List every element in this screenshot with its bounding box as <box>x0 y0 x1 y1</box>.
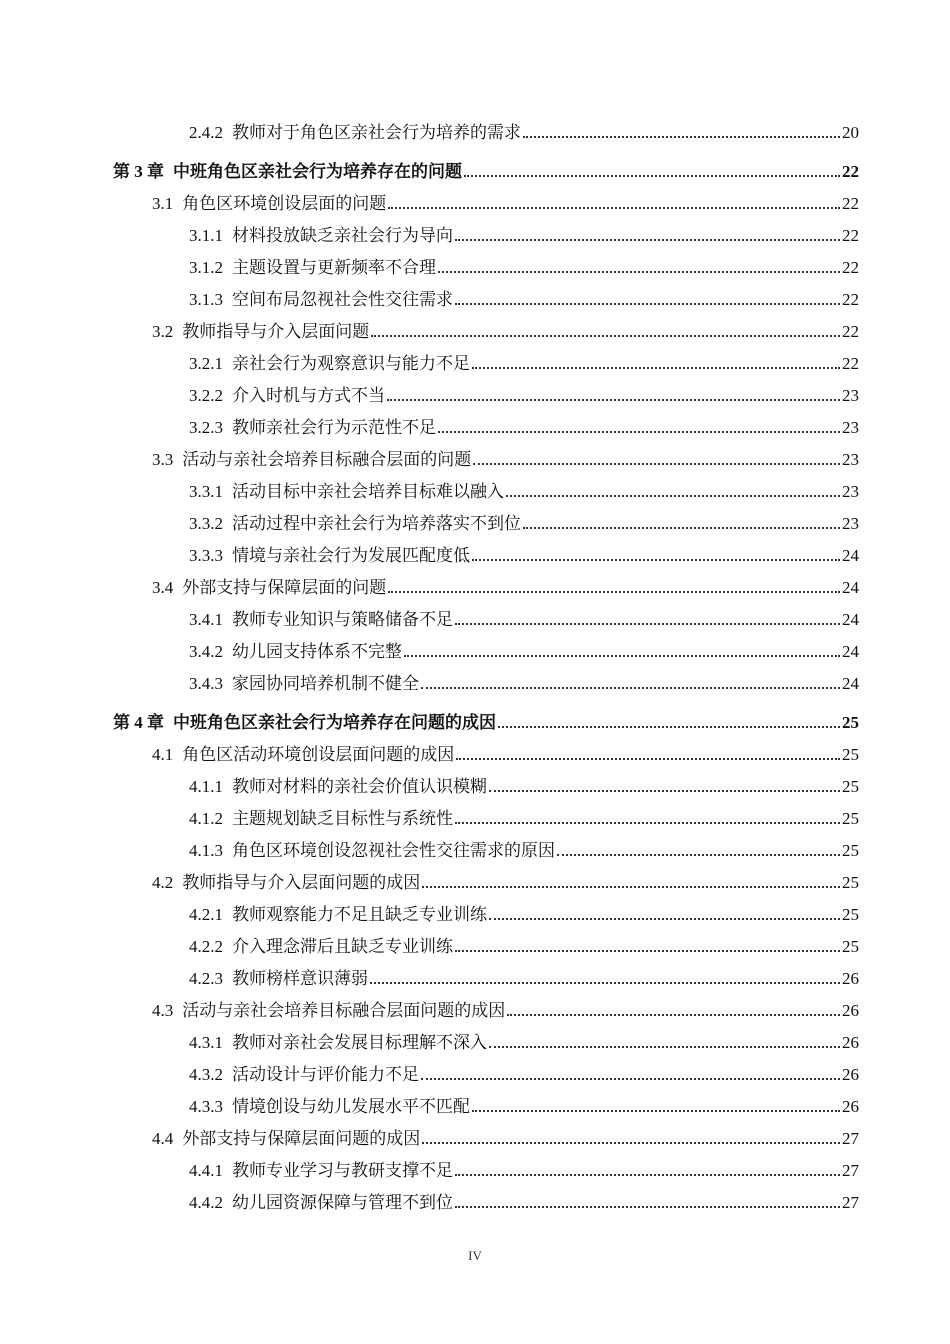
dot-leader <box>455 303 840 305</box>
toc-entry-title: 主题规划缺乏目标性与系统性 <box>232 809 453 828</box>
toc-entry-page: 23 <box>842 418 859 437</box>
toc-chapter-entry[interactable] <box>0 154 950 186</box>
page-number: IV <box>468 1248 482 1263</box>
toc-entry-title: 中班角色区亲社会行为培养存在的问题 <box>173 162 462 181</box>
dot-leader <box>455 1206 840 1208</box>
toc-entry-page: 22 <box>842 226 859 245</box>
toc-entry-title: 教师专业知识与策略储备不足 <box>232 610 453 629</box>
dot-leader <box>455 623 840 625</box>
dot-leader <box>388 591 840 593</box>
toc-entry-number: 3.3 <box>152 450 174 469</box>
toc-entry-title: 主题设置与更新频率不合理 <box>232 258 436 277</box>
toc-entry-page: 25 <box>842 873 859 892</box>
toc-subsection-entry[interactable] <box>0 769 950 801</box>
toc-entry-text <box>152 322 369 346</box>
toc-entry-number: 4.1.1 <box>189 777 223 796</box>
toc-entry-text <box>189 354 470 378</box>
dot-leader <box>473 463 840 465</box>
dot-leader <box>523 136 840 138</box>
toc-subsection-entry[interactable] <box>0 897 950 929</box>
toc-entry-number: 3.2.1 <box>189 354 223 373</box>
toc-entry-page: 25 <box>842 905 859 924</box>
toc-entry-title: 幼儿园支持体系不完整 <box>232 642 402 661</box>
toc-entry-title: 角色区活动环境创设层面问题的成因 <box>182 745 455 764</box>
toc-entry-page: 25 <box>842 745 859 764</box>
toc-entry-text <box>189 482 504 506</box>
toc-entry-number: 3.2.2 <box>189 386 223 405</box>
toc-entry-text <box>189 905 487 929</box>
toc-entry-page: 25 <box>842 841 859 860</box>
dot-leader <box>472 367 840 369</box>
toc-subsection-entry[interactable] <box>0 282 950 314</box>
toc-entry-page: 22 <box>842 194 859 213</box>
toc-entry-text <box>152 578 386 602</box>
toc-entry-number: 4.3.1 <box>189 1033 223 1052</box>
toc-entry-page: 24 <box>842 546 859 565</box>
toc-entry-page: 27 <box>842 1193 859 1212</box>
toc-entry-page: 20 <box>842 123 859 142</box>
dot-leader <box>421 1078 840 1080</box>
dot-leader <box>438 271 840 273</box>
toc-entry-page: 25 <box>842 777 859 796</box>
toc-entry-title: 教师亲社会行为示范性不足 <box>232 418 436 437</box>
dot-leader <box>438 431 840 433</box>
toc-section-entry[interactable] <box>0 993 950 1025</box>
toc-entry-title: 介入理念滞后且缺乏专业训练 <box>232 937 453 956</box>
toc-entry-number: 3.2.3 <box>189 418 223 437</box>
toc-entry-text <box>189 258 436 282</box>
toc-entry-page: 23 <box>842 514 859 533</box>
toc-entry-number: 3.3.1 <box>189 482 223 501</box>
toc-entry-text <box>113 713 496 737</box>
dot-leader <box>489 790 840 792</box>
toc-entry-text <box>189 1033 487 1057</box>
toc-entry-number: 4.1.3 <box>189 841 223 860</box>
toc-entry-title: 外部支持与保障层面问题的成因 <box>182 1129 421 1148</box>
toc-subsection-entry[interactable] <box>0 250 950 282</box>
toc-entry-number: 4.2.3 <box>189 969 223 988</box>
toc-entry-title: 教师对材料的亲社会价值认识模糊 <box>232 777 487 796</box>
toc-entry-number: 4.4 <box>152 1129 174 1148</box>
toc-subsection-entry[interactable] <box>0 634 950 666</box>
toc-subsection-entry[interactable] <box>0 346 950 378</box>
dot-leader <box>472 1110 840 1112</box>
dot-leader <box>489 918 840 920</box>
toc-entry-title: 教师榜样意识薄弱 <box>232 969 368 988</box>
toc-section-entry[interactable] <box>0 442 950 474</box>
toc-entry-number: 3.3.2 <box>189 514 223 533</box>
toc-entry-text <box>152 194 386 218</box>
toc-entry-text <box>189 610 453 634</box>
toc-entry-text <box>189 290 453 314</box>
toc-entry-number: 3.1.1 <box>189 226 223 245</box>
toc-subsection-entry[interactable] <box>0 1089 950 1121</box>
toc-entry-text <box>189 1193 453 1217</box>
toc-entry-number: 4.3.2 <box>189 1065 223 1084</box>
dot-leader <box>489 1046 840 1048</box>
toc-entry-number: 3.4.2 <box>189 642 223 661</box>
dot-leader <box>422 886 840 888</box>
toc-subsection-entry[interactable] <box>0 506 950 538</box>
toc-entry-number: 4.1.2 <box>189 809 223 828</box>
toc-entry-title: 外部支持与保障层面的问题 <box>182 578 387 597</box>
toc-entry-page: 26 <box>842 1001 859 1020</box>
toc-entry-number: 4.2 <box>152 873 174 892</box>
toc-entry-text <box>189 674 419 698</box>
toc-entry-page: 24 <box>842 610 859 629</box>
toc-section-entry[interactable] <box>0 314 950 346</box>
toc-entry-title: 中班角色区亲社会行为培养存在问题的成因 <box>173 713 496 732</box>
toc-subsection-entry[interactable] <box>0 1057 950 1089</box>
toc-subsection-entry[interactable] <box>0 801 950 833</box>
toc-entry-title: 活动目标中亲社会培养目标难以融入 <box>232 482 504 501</box>
toc-entry-text <box>152 873 420 897</box>
toc-entry-page: 23 <box>842 450 859 469</box>
toc-entry-number: 3.1.2 <box>189 258 223 277</box>
toc-entry-text <box>189 226 453 250</box>
toc-entry-page: 27 <box>842 1161 859 1180</box>
toc-entry-number: 3.4.3 <box>189 674 223 693</box>
toc-section-entry[interactable] <box>0 1121 950 1153</box>
toc-section-entry[interactable] <box>0 737 950 769</box>
table-of-contents <box>0 115 950 1217</box>
toc-entry-page: 26 <box>842 969 859 988</box>
toc-entry-page: 26 <box>842 1065 859 1084</box>
toc-entry-text <box>189 642 402 666</box>
toc-subsection-entry[interactable] <box>0 1153 950 1185</box>
toc-entry-page: 22 <box>842 290 859 309</box>
toc-entry-text <box>152 745 454 769</box>
toc-entry-page: 25 <box>842 713 859 732</box>
toc-entry-number: 3.3.3 <box>189 546 223 565</box>
dot-leader <box>506 495 840 497</box>
toc-section-entry[interactable] <box>0 186 950 218</box>
toc-entry-number: 3.1 <box>152 194 174 213</box>
toc-entry-text <box>189 514 521 538</box>
toc-entry-page: 25 <box>842 937 859 956</box>
dot-leader <box>507 1014 840 1016</box>
toc-entry-title: 介入时机与方式不当 <box>232 386 385 405</box>
dot-leader <box>456 758 840 760</box>
dot-leader <box>455 822 840 824</box>
toc-subsection-entry[interactable] <box>0 1185 950 1217</box>
toc-entry-title: 活动设计与评价能力不足 <box>232 1065 419 1084</box>
toc-entry-title: 角色区环境创设忽视社会性交往需求的原因 <box>232 841 555 860</box>
toc-entry-text <box>189 1065 419 1089</box>
toc-entry-text <box>113 162 462 186</box>
toc-entry-text <box>152 1001 505 1025</box>
dot-leader <box>523 527 840 529</box>
toc-entry-text <box>189 809 453 833</box>
dot-leader <box>557 854 840 856</box>
toc-entry-text <box>189 386 385 410</box>
toc-entry-number: 第 4 章 <box>113 713 164 732</box>
dot-leader <box>404 655 840 657</box>
toc-entry-page: 22 <box>842 162 859 181</box>
toc-entry-number: 3.4 <box>152 578 174 597</box>
dot-leader <box>498 726 840 728</box>
dot-leader <box>370 982 840 984</box>
toc-entry-number: 4.2.2 <box>189 937 223 956</box>
toc-entry-number: 2.4.2 <box>189 123 223 142</box>
dot-leader <box>472 559 840 561</box>
toc-entry-number: 4.1 <box>152 745 174 764</box>
toc-section-entry[interactable] <box>0 570 950 602</box>
toc-entry-page: 24 <box>842 674 859 693</box>
toc-subsection-entry[interactable] <box>0 666 950 698</box>
toc-entry-title: 情境与亲社会行为发展匹配度低 <box>232 546 470 565</box>
toc-entry-number: 第 3 章 <box>113 162 164 181</box>
toc-entry-page: 27 <box>842 1129 859 1148</box>
toc-subsection-entry[interactable] <box>0 929 950 961</box>
toc-entry-page: 26 <box>842 1097 859 1116</box>
toc-entry-number: 4.3 <box>152 1001 174 1020</box>
toc-entry-title: 教师观察能力不足且缺乏专业训练 <box>232 905 487 924</box>
toc-entry-title: 活动与亲社会培养目标融合层面的问题 <box>182 450 472 469</box>
dot-leader <box>455 950 840 952</box>
toc-entry-title: 家园协同培养机制不健全 <box>232 674 419 693</box>
toc-subsection-entry[interactable] <box>0 538 950 570</box>
toc-subsection-entry[interactable] <box>0 218 950 250</box>
toc-entry-number: 3.4.1 <box>189 610 223 629</box>
toc-subsection-entry[interactable] <box>0 961 950 993</box>
toc-entry-number: 4.3.3 <box>189 1097 223 1116</box>
toc-entry-page: 26 <box>842 1033 859 1052</box>
dot-leader <box>371 335 840 337</box>
dot-leader <box>422 1142 840 1144</box>
toc-entry-title: 教师指导与介入层面问题的成因 <box>182 873 421 892</box>
dot-leader <box>388 207 840 209</box>
dot-leader <box>455 1174 840 1176</box>
toc-chapter-entry[interactable] <box>0 705 950 737</box>
toc-entry-text <box>189 418 436 442</box>
toc-entry-text <box>189 937 453 961</box>
toc-entry-text <box>189 123 521 147</box>
toc-entry-text <box>189 969 368 993</box>
toc-subsection-entry[interactable] <box>0 115 950 147</box>
toc-entry-page: 22 <box>842 258 859 277</box>
toc-entry-title: 角色区环境创设层面的问题 <box>182 194 387 213</box>
toc-subsection-entry[interactable] <box>0 410 950 442</box>
toc-entry-number: 4.4.1 <box>189 1161 223 1180</box>
toc-entry-page: 25 <box>842 809 859 828</box>
toc-entry-title: 亲社会行为观察意识与能力不足 <box>232 354 470 373</box>
toc-entry-page: 23 <box>842 386 859 405</box>
toc-entry-page: 23 <box>842 482 859 501</box>
toc-entry-number: 4.2.1 <box>189 905 223 924</box>
toc-entry-number: 3.1.3 <box>189 290 223 309</box>
toc-subsection-entry[interactable] <box>0 378 950 410</box>
toc-entry-page: 22 <box>842 354 859 373</box>
toc-entry-text <box>152 1129 420 1153</box>
toc-entry-title: 情境创设与幼儿发展水平不匹配 <box>232 1097 470 1116</box>
dot-leader <box>464 175 840 177</box>
toc-entry-number: 3.2 <box>152 322 174 341</box>
toc-entry-page: 24 <box>842 642 859 661</box>
toc-entry-text <box>189 1161 453 1185</box>
toc-section-entry[interactable] <box>0 865 950 897</box>
toc-entry-page: 22 <box>842 322 859 341</box>
toc-entry-title: 教师对亲社会发展目标理解不深入 <box>232 1033 487 1052</box>
toc-entry-title: 材料投放缺乏亲社会行为导向 <box>232 226 453 245</box>
toc-entry-text <box>189 546 470 570</box>
dot-leader <box>387 399 840 401</box>
toc-subsection-entry[interactable] <box>0 1025 950 1057</box>
toc-entry-text <box>152 450 471 474</box>
toc-entry-title: 教师对于角色区亲社会行为培养的需求 <box>232 123 521 142</box>
toc-entry-text <box>189 1097 470 1121</box>
toc-subsection-entry[interactable] <box>0 833 950 865</box>
toc-entry-page: 24 <box>842 578 859 597</box>
toc-entry-title: 教师专业学习与教研支撑不足 <box>232 1161 453 1180</box>
toc-entry-title: 活动与亲社会培养目标融合层面问题的成因 <box>182 1001 506 1020</box>
toc-entry-title: 空间布局忽视社会性交往需求 <box>232 290 453 309</box>
dot-leader <box>421 687 840 689</box>
dot-leader <box>455 239 840 241</box>
toc-subsection-entry[interactable] <box>0 602 950 634</box>
toc-subsection-entry[interactable] <box>0 474 950 506</box>
toc-entry-title: 幼儿园资源保障与管理不到位 <box>232 1193 453 1212</box>
toc-entry-title: 教师指导与介入层面问题 <box>182 322 370 341</box>
toc-entry-number: 4.4.2 <box>189 1193 223 1212</box>
toc-entry-text <box>189 777 487 801</box>
toc-entry-text <box>189 841 555 865</box>
toc-entry-title: 活动过程中亲社会行为培养落实不到位 <box>232 514 521 533</box>
